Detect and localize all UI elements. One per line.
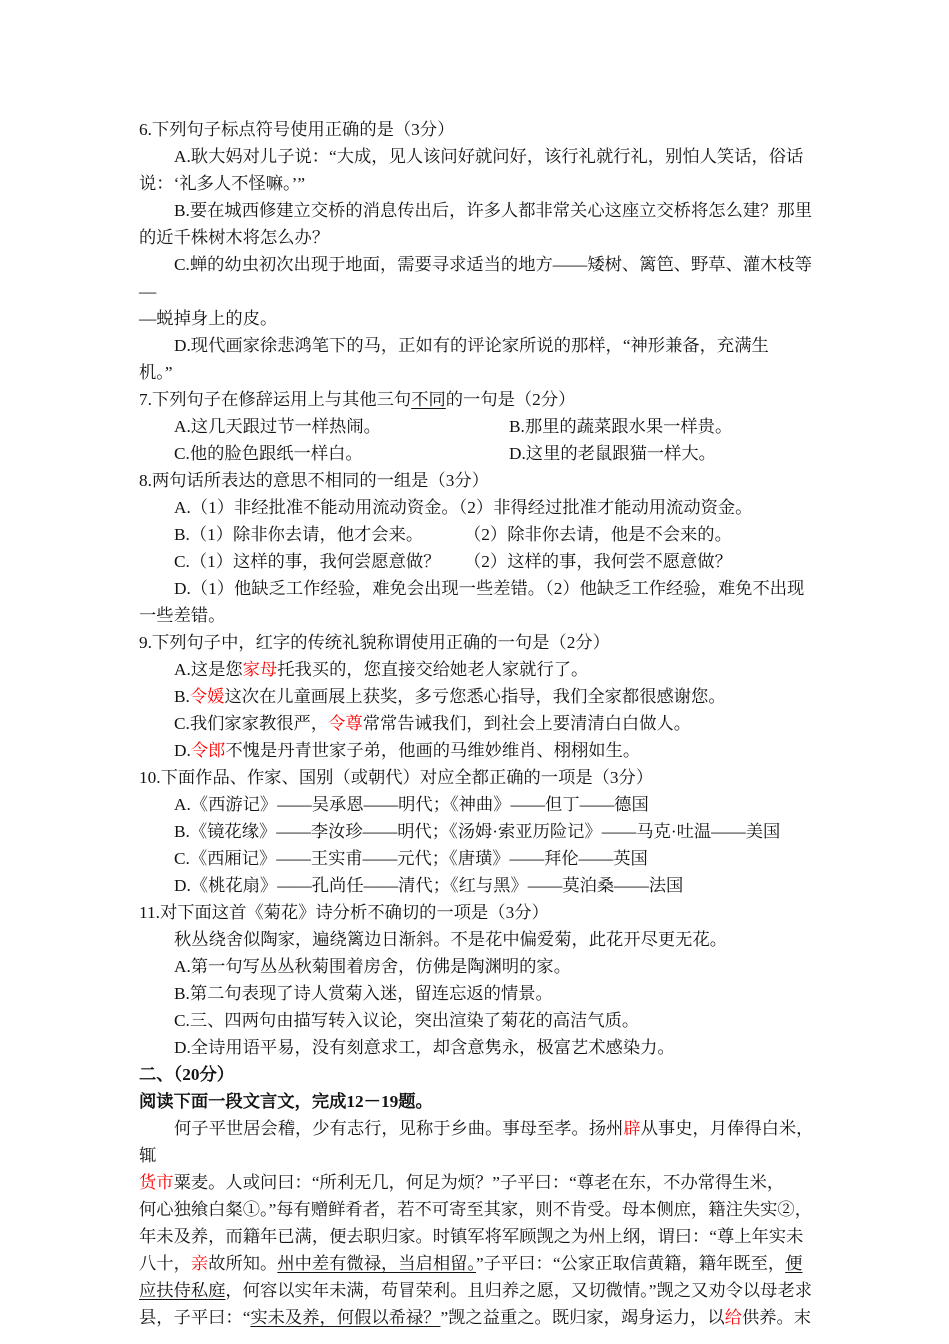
q8-option-b [139, 521, 827, 548]
red-term: 令郎 [190, 741, 226, 760]
text-run: D.（1）他缺乏工作经验，难免会出现一些差错。（2）他缺乏工作经验，难免不出现 [174, 579, 805, 598]
text-run: 八十， [139, 1254, 191, 1273]
text-run: 这次在儿童画展上获奖，多亏您悉心指导，我们全家都很感谢您。 [224, 687, 726, 706]
q6-option-c [139, 251, 827, 305]
passage-line-7 [139, 1304, 827, 1331]
q9-option-b [139, 683, 827, 710]
text-run: B.那里的蔬菜跟水果一样贵。 [509, 417, 733, 436]
text-run: 年未及养，而籍年已满，便去职归家。时镇军将军顾觊之为州上纲，谓曰：“尊上年实未 [139, 1227, 804, 1246]
q10-option-b [139, 818, 827, 845]
underlined-term: 便 [785, 1254, 803, 1273]
q8-option-a [139, 494, 827, 521]
document-body [139, 116, 827, 1331]
text-run: 的一句是（2分） [445, 390, 576, 409]
text-run: ”觊之益重之。既归家，竭身运力，以 [440, 1308, 725, 1327]
text-run: 从事史，月俸得白米，辄 [139, 1119, 814, 1165]
q8-stem [139, 467, 827, 494]
text-run: B. [174, 687, 190, 706]
text-run: —蜕掉身上的皮。 [139, 309, 278, 328]
text-run: A.这几天跟过节一样热闹。 [174, 417, 381, 436]
text-run: 阅读下面一段文言文，完成12－19题。 [139, 1092, 433, 1111]
text-run: 10.下面作品、作家、国别（或朝代）对应全都正确的一项是（3分） [139, 768, 654, 787]
text-run: D.现代画家徐悲鸿笔下的马，正如有的评论家所说的那样，“神形兼备，充满生 [174, 336, 769, 355]
q11-option-c [139, 1007, 827, 1034]
text-run: A.（1）非经批准不能动用流动资金。（2）非得经过批准才能动用流动资金。 [174, 498, 753, 517]
text-run: ”子平曰：“公家正取信黄籍，籍年既至， [476, 1254, 786, 1273]
red-term: 亲 [190, 1254, 209, 1273]
q11-option-d [139, 1034, 827, 1061]
red-term: 家母 [242, 660, 278, 679]
text-run: B.第二句表现了诗人赏菊入迷，留连忘返的情景。 [174, 984, 553, 1003]
text-run: C.蝉的幼虫初次出现于地面，需要寻求适当的地方——矮树、篱笆、野草、灌木枝等— [139, 255, 812, 301]
q8-option-d [139, 575, 827, 602]
q6-option-a [139, 143, 827, 170]
q6-option-a-cont [139, 170, 827, 197]
underlined-term: 实未及养，何假以希禄？ [250, 1308, 441, 1327]
underlined-term: 州中差有微禄，当启相留。 [277, 1254, 477, 1273]
q11-stem [139, 899, 827, 926]
text-run: （2）除非你去请，他是不会来的。 [464, 525, 732, 544]
red-term: 辟 [623, 1119, 641, 1138]
text-run: 一些差错。 [139, 606, 226, 625]
q9-option-a [139, 656, 827, 683]
text-run: A.这是您 [174, 660, 243, 679]
text-run: C.三、四两句由描写转入议论，突出渲染了菊花的高洁气质。 [174, 1011, 640, 1030]
passage-line-3 [139, 1196, 827, 1223]
red-term: 给 [724, 1308, 742, 1327]
q10-stem [139, 764, 827, 791]
text-run: 6.下列句子标点符号使用正确的是（3分） [139, 120, 455, 139]
q7-stem [139, 386, 827, 413]
text-run: 8.两句话所表达的意思不相同的一组是（3分） [139, 471, 489, 490]
text-run: ，何容以实年未满，苟冒荣利。且归养之愿，又切微情。”觊之又劝令以母老求 [225, 1281, 813, 1300]
text-run: 县，子平曰：“ [139, 1308, 251, 1327]
passage-line-6 [139, 1277, 827, 1304]
text-run: 常常告诫我们，到社会上要清清白白做人。 [362, 714, 692, 733]
text-run: D.这里的老鼠跟猫一样大。 [509, 444, 716, 463]
q6-option-b [139, 197, 827, 224]
q7-options-cd [139, 440, 827, 467]
text-run: 托我买的，您直接交给她老人家就行了。 [277, 660, 589, 679]
text-run: 供养。末 [741, 1308, 812, 1327]
text-run: D. [174, 741, 191, 760]
q6-option-b-cont [139, 224, 827, 251]
q9-stem [139, 629, 827, 656]
q7-options-ab [139, 413, 827, 440]
text-run: C.（1）这样的事，我何尝愿意做？ [174, 552, 441, 571]
text-run: A.耿大妈对儿子说：“大成，见人该问好就问好，该行礼就行礼，别怕人笑话，俗话 [174, 147, 804, 166]
text-run: C.他的脸色跟纸一样白。 [174, 444, 363, 463]
text-run: B.要在城西修建立交桥的消息传出后，许多人都非常关心这座立交桥将怎么建？那里 [174, 201, 812, 220]
passage-line-4 [139, 1223, 827, 1250]
q11-poem [139, 926, 827, 953]
red-term: 令尊 [328, 714, 363, 733]
text-run: 9.下列句子中，红字的传统礼貌称谓使用正确的一句是（2分） [139, 633, 610, 652]
text-run: 二、（20分） [139, 1065, 235, 1084]
q10-option-d [139, 872, 827, 899]
q9-option-c [139, 710, 827, 737]
text-run: 机。” [139, 363, 173, 382]
text-run: 秋丛绕舍似陶家，遍绕篱边日渐斜。不是花中偏爱菊，此花开尽更无花。 [174, 930, 728, 949]
text-run: A.第一句写丛丛秋菊围着房舍，仿佛是陶渊明的家。 [174, 957, 571, 976]
text-run: 11.对下面这首《菊花》诗分析不确切的一项是（3分） [139, 903, 549, 922]
q10-option-a [139, 791, 827, 818]
text-run: 7.下列句子在修辞运用上与其他三句 [139, 390, 412, 409]
text-run: D.全诗用语平易，没有刻意求工，却含意隽永，极富艺术感染力。 [174, 1038, 675, 1057]
text-run: 的近千株树木将怎么办？ [139, 228, 330, 247]
red-term: 令媛 [189, 687, 225, 706]
q8-option-c [139, 548, 827, 575]
q8-option-d-cont [139, 602, 827, 629]
text-run: 说：‘礼多人不怪嘛。’” [139, 174, 306, 193]
underlined-term: 应扶侍私庭 [139, 1281, 226, 1300]
q10-option-c [139, 845, 827, 872]
underlined-term: 不同 [411, 390, 446, 409]
text-run: 何子平世居会稽，少有志行，见称于乡曲。事母至孝。扬州 [174, 1119, 624, 1138]
passage-instruction [139, 1088, 827, 1115]
text-run: 何心独飨白粲①。”每有赠鲜肴者，若不可寄至其家，则不肯受。母本侧庶，籍注失实②， [139, 1200, 812, 1219]
text-run: C.我们家家教很严， [174, 714, 329, 733]
text-run: 故所知。 [208, 1254, 278, 1273]
text-run: 粟麦。人或问曰：“所利无几，何足为烦？”子平曰：“尊老在东，不办常得生米， [173, 1173, 785, 1192]
section-2-heading [139, 1061, 827, 1088]
text-run: C.《西厢记》——王实甫——元代；《唐璜》——拜伦——英国 [174, 849, 648, 868]
q6-option-d-cont [139, 359, 827, 386]
text-run: B.（1）除非你去请，他才会来。 [174, 525, 424, 544]
q9-option-d [139, 737, 827, 764]
text-run: D.《桃花扇》——孔尚任——清代；《红与黑》——莫泊桑——法国 [174, 876, 684, 895]
q6-option-c-cont [139, 305, 827, 332]
text-run: A.《西游记》——吴承恩——明代；《神曲》——但丁——德国 [174, 795, 649, 814]
passage-line-1 [139, 1115, 827, 1169]
q6-option-d [139, 332, 827, 359]
text-run: 不愧是丹青世家子弟，他画的马维妙维肖、栩栩如生。 [225, 741, 641, 760]
q11-option-a [139, 953, 827, 980]
text-run: B.《镜花缘》——李汝珍——明代；《汤姆·索亚历险记》——马克·吐温——美国 [174, 822, 781, 841]
q11-option-b [139, 980, 827, 1007]
red-term: 货市 [139, 1173, 174, 1192]
text-run: （2）这样的事，我何尝不愿意做？ [464, 552, 732, 571]
q6-stem [139, 116, 827, 143]
passage-line-2 [139, 1169, 827, 1196]
passage-line-5 [139, 1250, 827, 1277]
